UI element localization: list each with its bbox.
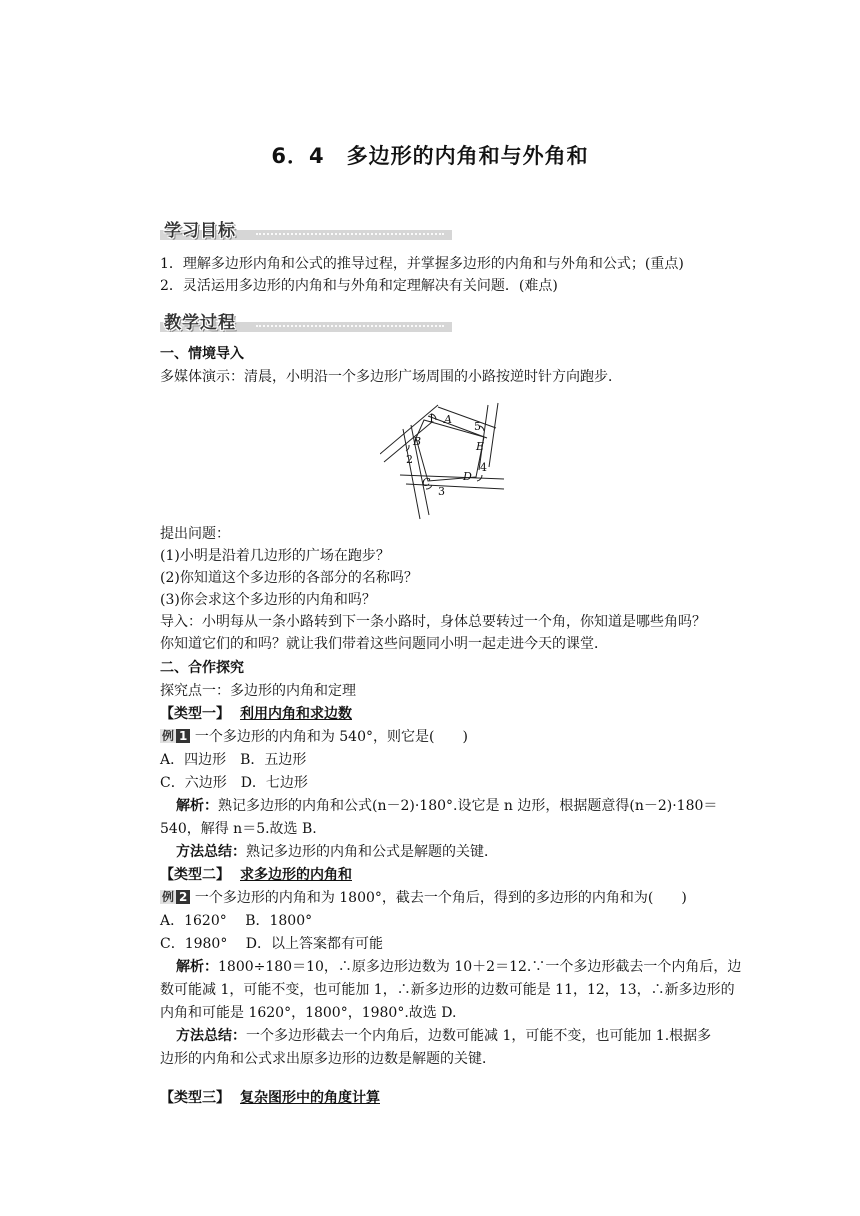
analysis-line: 解析：1800÷180＝10，∴原多边形边数为 10＋2＝12.∵一个多边形截去一个内角后，边 (176, 959, 742, 975)
option-line: C．1980° D．以上答案都有可能 (160, 936, 384, 952)
angle-label: 4 (480, 461, 487, 474)
section-header-dots (256, 233, 444, 235)
angle-label: 2 (406, 453, 413, 466)
type-heading-2 (160, 865, 352, 885)
angle-label: 3 (438, 485, 445, 498)
option-line: A．1620° B．1800° (160, 913, 313, 929)
type-heading-1 (160, 704, 352, 724)
type-heading-3 (160, 1088, 380, 1108)
part-title: 二、合作探究 (160, 660, 244, 676)
intro-text: 多媒体演示：清晨，小明沿一个多边形广场周围的小路按逆时针方向跑步． (160, 369, 622, 385)
vertex-label: B (413, 435, 422, 448)
part-title: 一、情境导入 (160, 346, 244, 362)
section-header-label: 学习目标 (164, 221, 236, 241)
type-tag: 【类型三】 (160, 1090, 230, 1106)
section-header-process (160, 312, 452, 332)
explore-title: 探究点一：多边形的内角和定理 (160, 683, 356, 699)
vertex-label: E (476, 440, 485, 453)
summary-label: 方法总结： (176, 1028, 246, 1044)
summary-line: 方法总结：一个多边形截去一个内角后，边数可能减 1，可能不变，也可能加 1.根据多 (176, 1028, 712, 1044)
section-header-label: 教学过程 (164, 313, 236, 333)
example-badge: 例 1 (160, 729, 190, 744)
summary-line: 边形的内角和公式求出原多边形的边数是解题的关键． (160, 1051, 496, 1067)
angle-label: 1 (428, 412, 435, 425)
analysis-line: 内角和可能是 1620°，1800°，1980°.故选 D. (160, 1005, 457, 1021)
example-badge: 例 2 (160, 890, 190, 905)
objective-item: 2．灵活运用多边形的内角和与外角和定理解决有关问题．(难点) (160, 278, 558, 294)
option-line: C．六边形 D．七边形 (160, 775, 308, 791)
type-tag: 【类型一】 (160, 706, 230, 722)
objective-item: 1．理解多边形内角和公式的推导过程，并掌握多边形的内角和与外角和公式；(重点) (160, 256, 684, 272)
question-item: (2)你知道这个多边形的各部分的名称吗？ (160, 570, 418, 586)
section-header-dots (256, 325, 444, 327)
analysis-label: 解析： (176, 798, 218, 814)
guide-text: 你知道它们的和吗？就让我们带着这些问题同小明一起走进今天的课堂． (160, 636, 608, 652)
example-1-question (160, 727, 468, 747)
vertex-label: D (463, 470, 472, 483)
type-name: 复杂图形中的角度计算 (240, 1090, 380, 1106)
analysis-line: 540，解得 n＝5.故选 B. (160, 821, 317, 837)
angle-label: 5 (474, 420, 481, 433)
guide-text: 导入：小明每从一条小路转到下一条小路时，身体总要转过一个角，你知道是哪些角吗？ (160, 614, 706, 630)
summary-label: 方法总结： (176, 844, 246, 860)
summary-line: 方法总结：熟记多边形的内角和公式是解题的关键． (176, 844, 498, 860)
vertex-label: C (422, 476, 431, 489)
questions-lead: 提出问题： (160, 526, 230, 542)
type-name: 利用内角和求边数 (240, 706, 352, 722)
section-header-objectives (160, 220, 452, 240)
analysis-line: 解析：熟记多边形的内角和公式(n－2)·180°.设它是 n 边形，根据题意得(n－2)·180＝ (176, 798, 718, 814)
type-name: 求多边形的内角和 (240, 867, 352, 883)
analysis-line: 数可能减 1，可能不变，也可能加 1，∴新多边形的边数可能是 11，12，13，∴新多边形的 (160, 982, 735, 998)
question-text: 一个多边形的内角和为 540°，则它是( ) (194, 729, 468, 745)
option-line: A．四边形 B．五边形 (160, 752, 307, 768)
type-tag: 【类型二】 (160, 867, 230, 883)
analysis-label: 解析： (176, 959, 218, 975)
example-2-question (160, 888, 687, 908)
question-text: 一个多边形的内角和为 1800°，截去一个角后，得到的多边形的内角和为( ) (194, 890, 687, 906)
question-item: (1)小明是沿着几边形的广场在跑步？ (160, 548, 390, 564)
vertex-label: A (444, 413, 452, 426)
question-item: (3)你会求这个多边形的内角和吗？ (160, 592, 376, 608)
pentagon-path-figure (380, 395, 506, 520)
page-title: 6．4 多边形的内角和与外角和 (271, 144, 589, 168)
